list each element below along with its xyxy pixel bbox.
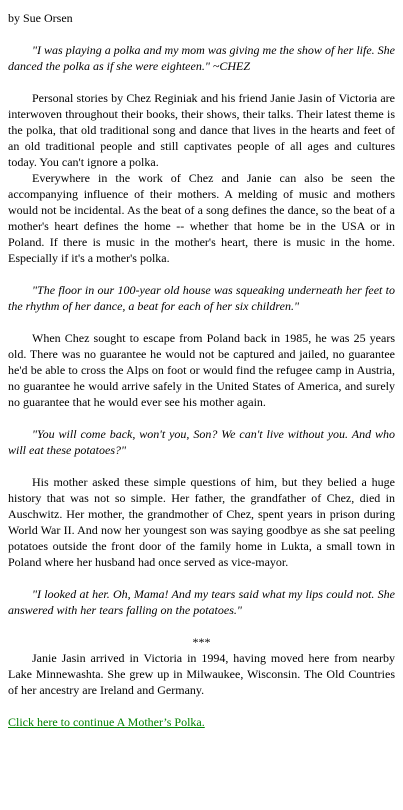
article-paragraph-intro: Personal stories by Chez Reginiak and his friend Janie Jasin of Victoria are interwoven throughout their books, their shows, their talks. Their latest theme is the polka, that old traditional song and dance that lives in the hearts and feet of an old traditional people and still captivates people of all ages and cultures today. You can't ignore a polka. [8, 91, 395, 169]
pull-quote-potatoes: "You will come back, won't you, Son? We can't live without you. And who will eat these potatoes?" [8, 427, 395, 457]
pull-quote-floor-squeaking: "The floor in our 100-year old house was squeaking underneath her feet to the rhythm of her dance, a beat for each of her six children." [8, 283, 395, 313]
continue-link-paragraph [8, 714, 395, 730]
section-separator: *** [192, 635, 211, 649]
article-paragraph-escape: When Chez sought to escape from Poland back in 1985, he was 25 years old. There was no guarantee he would not be captured and jailed, no guarantee he'd be able to cross the Alps on foot or would find the refugee camp in Austria, no guarantee he would arrive safely in the United States of America, and surely no guarantee that he would ever see his mother again. [8, 331, 395, 409]
pull-quote-chez-dancing: "I was playing a polka and my mom was giving me the show of her life. She danced the polka as if she were eighteen." ~CHEZ [8, 43, 395, 73]
article-paragraph-janie: Janie Jasin arrived in Victoria in 1994, having moved here from nearby Lake Minnewashta. She grew up in Milwaukee, Wisconsin. The Old Countries of her ancestry are Ireland and Germany. [8, 651, 395, 697]
byline: by Sue Orsen [8, 11, 73, 25]
article-paragraph-history: His mother asked these simple questions of him, but they belied a huge history that was not so simple. Her father, the grandfather of Chez, died in Auschwitz. Her mother, the grandmother of Chez, spent years in prison during World War II. And now her youngest son was saying goodbye as she sat peeling potatoes outside the front door of the family home in Lukta, a small town in Poland where her husband had once served as vice-mayor. [8, 475, 395, 569]
article-paragraph-mothers: Everywhere in the work of Chez and Janie can also be seen the accompanying influence of their mothers. A melding of music and mothers would not be incidental. As the beat of a song defines the dance, so the beat of a mother's heart defines the home -- whether that home be in the USA or in Poland. If there is music in the mother's heart, there is music in the home. Especially if it's a mother's polka. [8, 171, 395, 265]
continue-story-link[interactable]: Click here to continue A Mother’s Polka. [8, 715, 205, 729]
pull-quote-tears: "I looked at her. Oh, Mama! And my tears said what my lips could not. She answered with her tears falling on the potatoes." [8, 587, 395, 617]
